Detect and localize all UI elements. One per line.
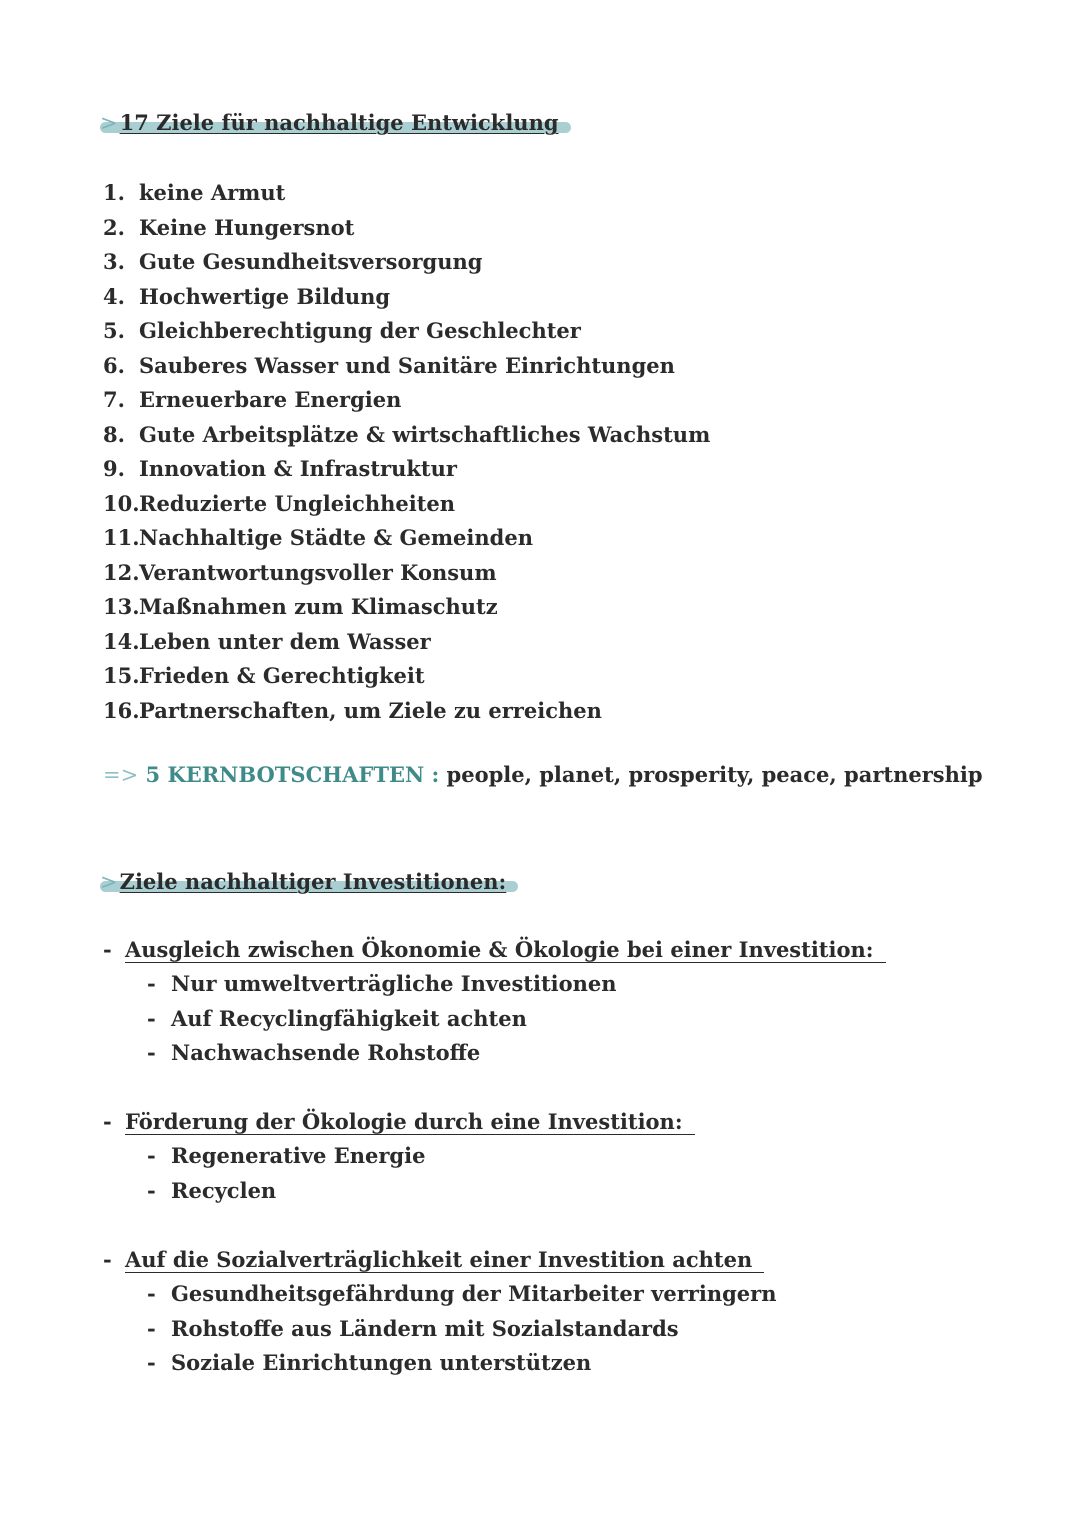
goal-item: 14.Leben unter dem Wasser [103, 628, 431, 654]
heading-investments [100, 869, 506, 895]
goal-item: 10.Reduzierte Ungleichheiten [103, 490, 456, 516]
goal-item: 6. Sauberes Wasser und Sanitäre Einrichtungen [103, 352, 675, 378]
goal-item: 13.Maßnahmen zum Klimaschutz [103, 594, 498, 619]
list-item: - Rohstoffe aus Ländern mit Sozialstandards [147, 1315, 679, 1341]
section-ecology: - Förderung der Ökologie durch eine Investition: - Regenerative Energie - Recyclen [103, 1105, 695, 1208]
list-item: - Nur umweltverträgliche Investitionen [147, 971, 617, 996]
goal-item: 8. Gute Arbeitsplätze & wirtschaftliches Wachstum [103, 421, 711, 447]
goal-item: 4. Hochwertige Bildung [103, 283, 391, 309]
section-title: Förderung der Ökologie durch eine Investition: [125, 1110, 695, 1135]
core-messages-arrow: => [103, 763, 139, 787]
heading-title: Ziele nachhaltiger Investitionen: [119, 869, 507, 894]
section-list [103, 1139, 695, 1208]
list-item: - Regenerative Energie [147, 1143, 426, 1168]
core-messages-label: 5 KERNBOTSCHAFTEN : [145, 762, 440, 787]
core-messages [103, 762, 983, 787]
goal-item: 11.Nachhaltige Städte & Gemeinden [103, 525, 533, 550]
list-item: - Nachwachsende Rohstoffe [147, 1040, 481, 1065]
heading-arrow: > [100, 111, 118, 135]
list-item: - Gesundheitsgefährdung der Mitarbeiter verringern [147, 1281, 777, 1306]
goal-item: 7. Erneuerbare Energien [103, 387, 402, 412]
goal-item: 1. keine Armut [103, 180, 286, 205]
core-messages-text: people, planet, prosperity, peace, partnership [446, 762, 983, 787]
section-list [103, 967, 886, 1071]
goal-item: 2. Keine Hungersnot [103, 214, 355, 240]
goal-item: 15.Frieden & Gerechtigkeit [103, 663, 425, 688]
goal-item: 9. Innovation & Infrastruktur [103, 456, 457, 481]
section-social: - Auf die Sozialverträglichkeit einer Investition achten - Gesundheitsgefährdung der Mitarbeiter verringern - Rohstoffe aus Ländern mit Sozialstandards - Soziale Einrichtungen unterstützen [103, 1243, 776, 1381]
list-item: - Soziale Einrichtungen unterstützen [147, 1350, 592, 1375]
list-item: - Auf Recyclingfähigkeit achten [147, 1005, 527, 1031]
goal-item: 16.Partnerschaften, um Ziele zu erreichen [103, 697, 602, 723]
section-title: Ausgleich zwischen Ökonomie & Ökologie bei einer Investition: [125, 938, 886, 963]
goal-item: 12.Verantwortungsvoller Konsum [103, 559, 497, 585]
list-item: - Recyclen [147, 1177, 277, 1203]
section-balance: - Ausgleich zwischen Ökonomie & Ökologie bei einer Investition: - Nur umweltverträgliche Investitionen - Auf Recyclingfähigkeit achten - Nachwachsende Rohstoffe [103, 933, 886, 1071]
heading-sdg [100, 110, 559, 136]
section-list [103, 1277, 776, 1381]
heading-title: 17 Ziele für nachhaltige Entwicklung [119, 110, 559, 135]
goal-item: 5. Gleichberechtigung der Geschlechter [103, 318, 581, 343]
heading-arrow: > [100, 870, 118, 894]
goals-list [103, 176, 710, 728]
goal-item: 3. Gute Gesundheitsversorgung [103, 249, 483, 274]
section-title: Auf die Sozialverträglichkeit einer Investition achten [125, 1248, 764, 1273]
